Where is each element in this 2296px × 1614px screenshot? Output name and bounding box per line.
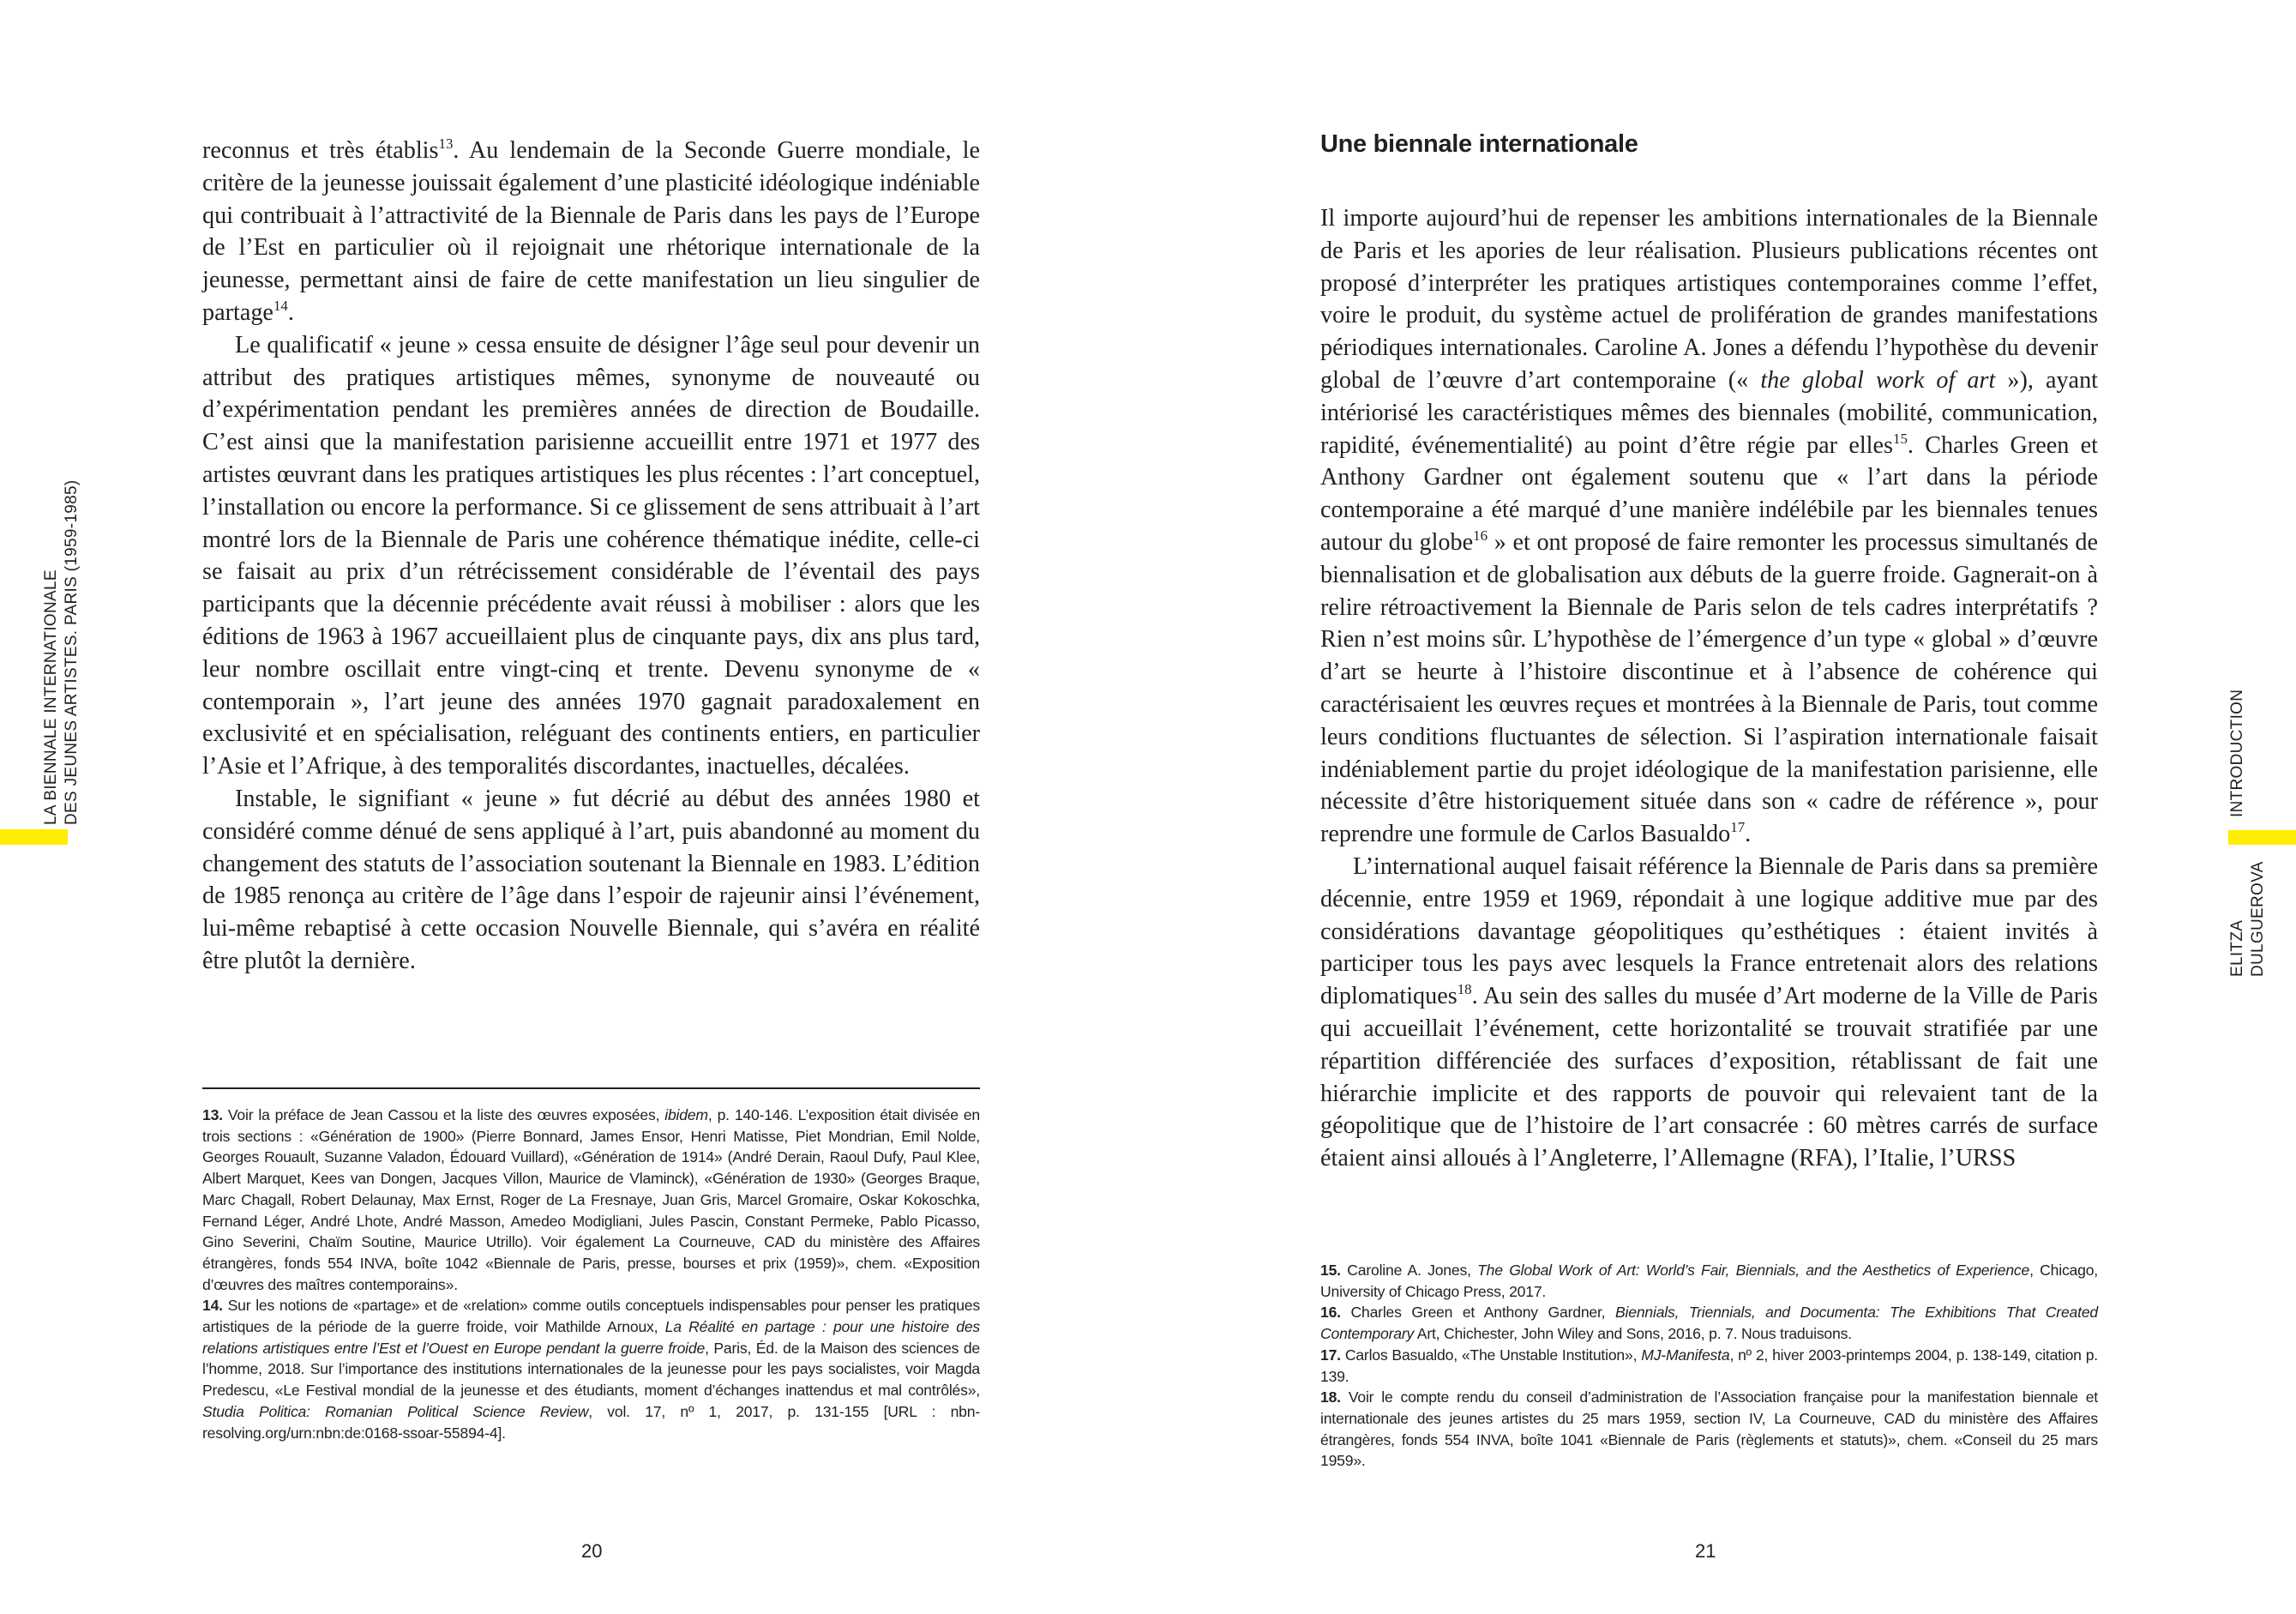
text-run: Voir la préface de Jean Cassou et la liste des œuvres exposées,	[227, 1106, 665, 1123]
text-run: , Paris, Éd. de la Maison des sciences de l’homme, 2018. Sur l’importance des institutions internationales de la jeunesse pour les pays socialistes, voir Magda Predescu, «Le Festival mondial de la jeunesse et des étudiants, moment d’échanges inattendus et mal contrôlés»,	[202, 1339, 980, 1400]
footnote-ref-13[interactable]: 13	[438, 136, 454, 153]
footnote-17	[1320, 1345, 2098, 1387]
body-text	[202, 135, 980, 978]
text-run: L’international auquel faisait référence la Biennale de Paris dans sa première décennie, entre 1959 et 1969, répondait à une logique additive mue par des considérations davantage géopolitiques qu’esthétiques : étaient invités à participer tous les pays avec lesquels la France entretenait alors des relations diplomatiques	[1320, 852, 2098, 1010]
running-head-line-1: LA BIENNALE INTERNATIONALE	[42, 569, 60, 825]
text-run: , Chicago, University of Chicago Press, 2017.	[1320, 1262, 2098, 1300]
page-number: 21	[1695, 1540, 1716, 1562]
text-run: , p. 140-146. L’exposition était divisée en trois sections : «Génération de 1900» (Pierre Bonnard, James Ensor, Henri Matisse, Piet Mondrian, Emil Nolde, Georges Rouault, Suzanne Valadon, Édouard Vuillard), «Génération de 1914» (André Derain, Raoul Dufy, Paul Klee, Albert Marquet, Kees van Dongen, Jacques Villon, Maurice de Vlaminck), «Génération de 1930» (Georges Braque, Marc Chagall, Robert Delaunay, Max Ernst, Roger de La Fresnaye, Juan Gris, Marcel Gromaire, Oskar Kokoschka, Fernand Léger, André Lhote, André Masson, Amedeo Modigliani, Jules Pascin, Constant Permeke, Pablo Picasso, Gino Severini, Chaïm Soutine, Maurice Utrillo). Voir également La Courneuve, CAD du ministère des Affaires étrangères, fonds 554 INVA, boîte 1042 «Biennale de Paris, presse, bourses et prix (1959)», chem. «Exposition d’œuvres des maîtres contemporains».	[202, 1106, 980, 1293]
paragraph	[1320, 202, 2098, 851]
text-run: . Au sein des salles du musée d’Art moderne de la Ville de Paris qui accueillait l’événement, cette horizontalité se trouvait stratifiée par une répartition différenciée des surfaces d’exposition, rétablissant de fait une hiérarchie implicite et des rapports de pouvoir qui relevaient tant de la géopolitique que de l’histoire de l’art consacrée : 60 mètres carrés de surface étaient ainsi alloués à l’Angleterre, l’Allemagne (RFA), l’Italie, l’URSS	[1320, 983, 2098, 1172]
footnote-number: 13.	[202, 1106, 223, 1123]
running-head-section-label: INTRODUCTION	[2228, 689, 2246, 817]
yellow-tab-marker	[2228, 830, 2296, 845]
italic-run: The Global Work of Art: World’s Fair, Biennials, and the Aesthetics of Experience	[1477, 1262, 2030, 1279]
yellow-tab-marker	[0, 829, 68, 845]
footnote-ref-14[interactable]: 14	[273, 298, 288, 314]
italic-run: the global work of art	[1760, 366, 1996, 394]
footnote-number: 15.	[1320, 1262, 1341, 1279]
text-run: Il importe aujourd’hui de repenser les ambitions internationales de la Biennale de Paris et les apories de leur réalisation. Plusieurs publications récentes ont proposé d’interpréter les pratiques artistiques contemporaines comme l’effet, voire le produit, du système actuel de prolifération de grandes manifestations périodiques internationales. Caroline A. Jones a défendu l’hypothèse du devenir global de l’œuvre d’art contemporaine («	[1320, 205, 2098, 394]
text-run: reconnus et très établis	[202, 137, 439, 164]
footnote-ref-18[interactable]: 18	[1457, 981, 1472, 998]
footnote-18	[1320, 1387, 2098, 1472]
right-page	[1148, 0, 2296, 1614]
text-run: Art, Chichester, John Wiley and Sons, 2016, p. 7. Nous traduisons.	[1414, 1325, 1852, 1343]
footnote-ref-17[interactable]: 17	[1730, 819, 1746, 836]
paragraph: Instable, le signifiant « jeune » fut décrié au début des années 1980 et considéré comme dénué de sens appliqué à l’art, puis abandonné au moment du changement des statuts de l’association soutenant la Biennale en 1983. L’édition de 1985 renonça au critère de l’âge dans l’espoir de rajeunir ainsi l’événement, lui-même rebaptisé à cette occasion Nouvelle Biennale, qui s’avéra en réalité être plutôt la dernière.	[202, 785, 980, 974]
text-run: Voir le compte rendu du conseil d’administration de l’Association française pour la manifestation biennale et internationale des jeunes artistes du 25 mars 1959, section IV, La Courneuve, CAD du ministère des Affaires étrangères, fonds 554 INVA, boîte 1041 «Biennale de Paris (règlements et statuts)», chem. «Conseil du 25 mars 1959».	[1320, 1388, 2098, 1470]
paragraph: Le qualificatif « jeune » cessa ensuite de désigner l’âge seul pour devenir un attribut des pratiques artistiques mêmes, synonyme de nouveauté ou d’expérimentation pendant les premières années de direction de Boudaille. C’est ainsi que la manifestation parisienne accueillit entre 1971 et 1977 des artistes œuvrant dans les pratiques artistiques les plus récentes : l’art conceptuel, l’installation ou encore la performance. Si ce glissement de sens attribuait à l’art montré lors de la Biennale de Paris une cohérence thématique inédite, celle-ci se faisait au prix d’un rétrécissement considérable de l’éventail des pays participants que la décennie précédente avait réussi à mobiliser : alors que les éditions de 1963 à 1967 accueillaient plus de cinquante pays, dix ans plus tard, leur nombre oscillait entre vingt-cinq et trente. Devenu synonyme de « contemporain », l’art jeune des années 1970 gagnait paradoxalement en exclusivité et en spécialisation, reléguant des continents entiers, en particulier l’Asie et l’Afrique, à des temporalités discordantes, inactuelles, décalées.	[202, 331, 980, 780]
italic-run: La Réalité en partage : pour une histoire des relations artistiques entre l’Est et l’Ouest en Europe pendant la guerre froide	[202, 1318, 980, 1357]
page-number: 20	[581, 1540, 603, 1562]
text-run: » et ont proposé de faire remonter les processus simultanés de biennalisation et de globalisation aux débuts de la guerre froide. Gagnerait-on à relire rétroactivement la Biennale de Paris selon de tels cadres interprétatifs ? Rien n’est moins sûr. L’hypothèse de l’émergence d’un type « global » d’œuvre d’art se heurte à l’histoire discontinue et à l’absence de cohérence qui caractérisaient les œuvres reçues et montrées à la Biennale de Paris, tout comme leurs conditions fluctuantes de sélection. Si l’aspiration internationale faisait indéniablement partie du projet idéologique de la manifestation parisienne, elle nécessite d’être historiquement située dans son « cadre de référence », pour reprendre une formule de Carlos Basualdo	[1320, 528, 2099, 848]
footnote-16	[1320, 1302, 2098, 1344]
footnote-14	[202, 1295, 980, 1443]
text-run: Caroline A. Jones,	[1347, 1262, 1478, 1279]
text-run: .	[1745, 821, 1752, 848]
running-head-line-2: DES JEUNES ARTISTES. PARIS (1959-1985)	[63, 479, 81, 825]
footnote-number: 14.	[202, 1297, 223, 1315]
running-head-author	[2227, 861, 2269, 977]
author-last-name: DULGUEROVA	[2249, 861, 2267, 977]
footnote-number: 16.	[1320, 1304, 1341, 1322]
text-run: , vol. 17, nº 1, 2017, p. 131-155 [URL : nbn-resolving.org/urn:nbn:de:0168-ssoar-55894-4].	[202, 1402, 981, 1442]
section-heading: Une biennale internationale	[1320, 130, 1638, 158]
footnote-15	[1320, 1260, 2098, 1302]
italic-run: Biennials, Triennials, and Documenta: The Exhibitions That Created Contemporary	[1320, 1304, 2098, 1343]
paragraph	[1320, 851, 2098, 1175]
running-head-book-title	[41, 480, 82, 825]
footnotes	[202, 1105, 980, 1443]
author-first-name: ELITZA	[2228, 919, 2246, 977]
text-run: . Charles Green et Anthony Gardner ont également soutenu que « l’art dans la période contemporaine a été marqué d’une manière indélébile par les biennales tenues autour du globe	[1320, 431, 2099, 556]
paragraph	[202, 135, 980, 329]
text-run: , nº 2, hiver 2003-printemps 2004, p. 138-149, citation p. 139.	[1320, 1346, 2098, 1385]
footnote-13	[202, 1105, 980, 1295]
text-run: Charles Green et Anthony Gardner,	[1350, 1304, 1615, 1322]
footnotes	[1320, 1260, 2098, 1472]
running-head-section	[2227, 690, 2248, 817]
text-run: »), ayant intériorisé les caractéristiques mêmes des biennales (mobilité, communication, rapidité, événementialité) au point d’être régie par elles	[1320, 366, 2098, 459]
text-run: Carlos Basualdo, «The Unstable Institution»,	[1344, 1346, 1642, 1364]
footnote-divider	[202, 1087, 980, 1089]
text-run: .	[287, 298, 294, 326]
footnote-ref-15[interactable]: 15	[1892, 430, 1908, 447]
text-run: Sur les notions de «partage» et de «relation» comme outils conceptuels indispensables pour penser les pratiques artistiques de la période de la guerre froide, voir Mathilde Arnoux,	[202, 1297, 980, 1336]
footnote-number: 17.	[1320, 1346, 1341, 1364]
body-text	[1320, 202, 2098, 1175]
text-run: . Au lendemain de la Seconde Guerre mondiale, le critère de la jeunesse jouissait également d’une plasticité idéologique indéniable qui contribuait à l’attractivité de la Biennale de Paris dans les pays de l’Europe de l’Est en particulier où il rejoignait une rhétorique internationale de la jeunesse, permettant ainsi de faire de cette manifestation un lieu singulier de partage	[202, 137, 980, 326]
italic-run: Studia Politica: Romanian Political Science Review	[202, 1402, 589, 1420]
italic-run: ibidem	[664, 1106, 708, 1123]
italic-run: MJ-Manifesta	[1641, 1346, 1730, 1364]
footnote-number: 18.	[1320, 1388, 1341, 1406]
footnote-ref-16[interactable]: 16	[1473, 527, 1488, 544]
